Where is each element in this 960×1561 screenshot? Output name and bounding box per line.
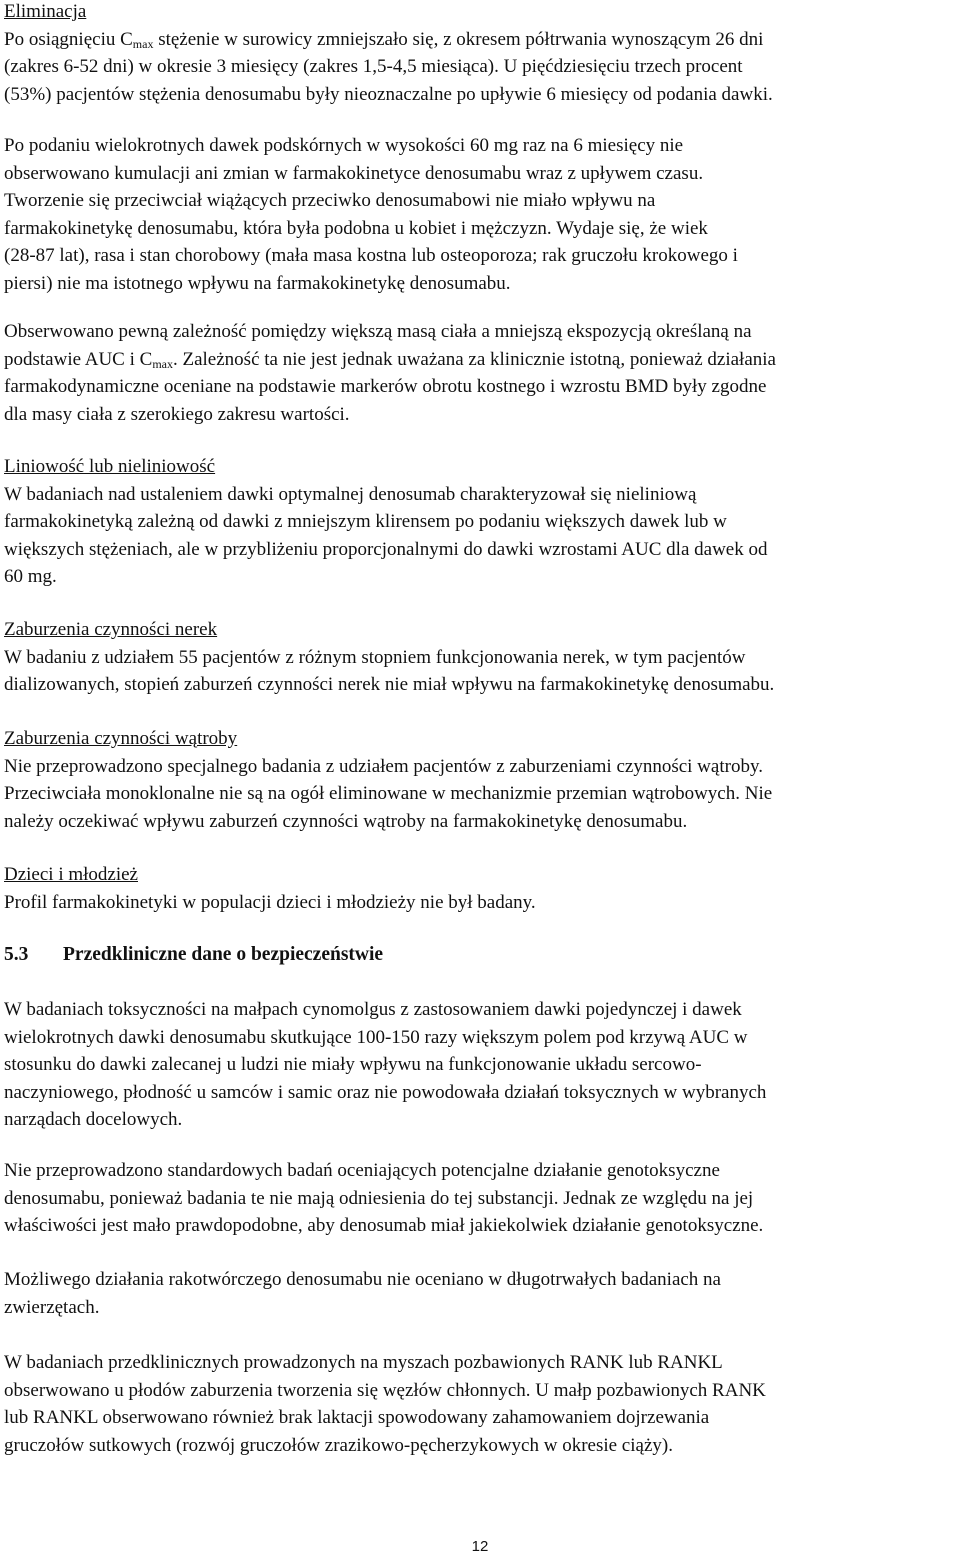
elimination-section (4, 0, 954, 108)
hepatic-heading: Zaburzenia czynności wątroby (4, 728, 238, 749)
rank-paragraph: W badaniach przedklinicznych prowadzonych na myszach pozbawionych RANK lub RANKL obserwowano u płodów zaburzenia tworzenia się węzłów chłonnych. U małp pozbawionych RANK lub RANKL obserwowano również brak laktacji spowodowany zahamowaniem dojrzewania gruczołów sutkowych (rozwój gruczołów zrazikowo-pęcherzykowych w okresie ciąży). (4, 1352, 766, 1456)
linearity-heading: Liniowość lub nieliniowość (4, 456, 216, 477)
section-number: 5.3 (4, 944, 29, 965)
renal-heading: Zaburzenia czynności nerek (4, 619, 218, 640)
multiple-dose-paragraph: Po podaniu wielokrotnych dawek podskórnych w wysokości 60 mg raz na 6 miesięcy nie obserwowano kumulacji ani zmian w farmakokinetyce denosumabu wraz z upływem czasu. Tworzenie się przeciwciał wiążących przeciwko denosumabowi nie miało wpływu na farmakokinetykę denosumabu, która była podobna u kobiet i mężczyzn. Wydaje się, że wiek (28-87 lat), rasa i stan chorobowy (mała masa kostna lub osteoporoza; rak gruczołu krokowego i piersi) nie ma istotnego wpływu na farmakokinetykę denosumabu. (4, 135, 738, 294)
section-heading (4, 941, 383, 969)
carcinogenicity-paragraph: Możliwego działania rakotwórczego denosumabu nie oceniano w długotrwałych badaniach na zwierzętach. (4, 1269, 721, 1318)
elimination-line-1: Po osiągnięciu $C_{max}$ stężenie w surowicy zmniejszało się, z okresem półtrwania wynoszącym 26 dni (4, 28, 764, 51)
elimination-heading: Eliminacja (4, 1, 87, 22)
linearity-section: Liniowość lub nieliniowość W badaniach nad ustaleniem dawki optymalnej denosumab charakteryzował się nieliniową farmakokinetyką zależną od dawki z mniejszym klirensem po podaniu większych dawek lub w większych stężeniach, ale w przybliżeniu proporcjonalnymi do dawki wzrostami AUC dla dawek od 60 mg. (4, 453, 954, 591)
elimination-line-3: (53%) pacjentów stężenia denosumabu były nieoznaczalne po upływie 6 miesięcy od podania dawki. (4, 83, 773, 105)
renal-section: Zaburzenia czynności nerek W badaniu z udziałem 55 pacjentów z różnym stopniem funkcjonowania nerek, w tym pacjentów dializowanych, stopień zaburzeń czynności nerek nie miał wpływu na farmakokinetykę denosumabu. (4, 616, 954, 699)
pediatric-section: Dzieci i młodzież Profil farmakokinetyki w populacji dzieci i młodzieży nie był badany. (4, 861, 954, 916)
toxicity-paragraph: W badaniach toksyczności na małpach cynomolgus z zastosowaniem dawki pojedynczej i dawek wielokrotnych dawki denosumabu skutkujące 100-150 razy większym polem pod krzywą AUC w stosunku do dawki zalecanej u ludzi nie miały wpływu na funkcjonowanie układu sercowo- naczyniowego, płodność u samców i samic oraz nie powodowała działań toksycznych w wybranych narządach docelowych. (4, 999, 767, 1131)
elimination-line-2: (zakres 6-52 dni) w okresie 3 miesięcy (zakres 1,5-4,5 miesiąca). U pięćdziesięciu trzech procent (4, 56, 743, 78)
page-number: 12 (471, 1538, 489, 1555)
hepatic-section: Zaburzenia czynności wątroby Nie przeprowadzono specjalnego badania z udziałem pacjentów z zaburzeniami czynności wątroby. Przeciwciała monoklonalne nie są na ogół eliminowane w mechanizmie przemian wątrobowych. Nie należy oczekiwać wpływu zaburzeń czynności wątroby na farmakokinetykę denosumabu. (4, 725, 954, 835)
body-mass-paragraph: Obserwowano pewną zależność pomiędzy większą masą ciała a mniejszą ekspozycją określaną na podstawie AUC i $C_{max}$. Zależność ta nie jest jednak uważana za klinicznie istotną, ponieważ działania farmakodynamiczne oceniane na podstawie markerów obrotu kostnego i wzrostu BMD były zgodne dla masy ciała z szerokiego zakresu wartości. (4, 321, 776, 425)
genotoxicity-paragraph: Nie przeprowadzono standardowych badań oceniających potencjalne działanie genotoksyczne denosumabu, ponieważ badania te nie mają odniesienia do tej substancji. Jednak ze względu na jej właściwości jest mało prawdopodobne, aby denosumab miał jakiekolwiek działanie genotoksyczne. (4, 1160, 764, 1237)
section-title: Przedkliniczne dane o bezpieczeństwie (63, 944, 384, 965)
pediatric-heading: Dzieci i młodzież (4, 864, 138, 885)
